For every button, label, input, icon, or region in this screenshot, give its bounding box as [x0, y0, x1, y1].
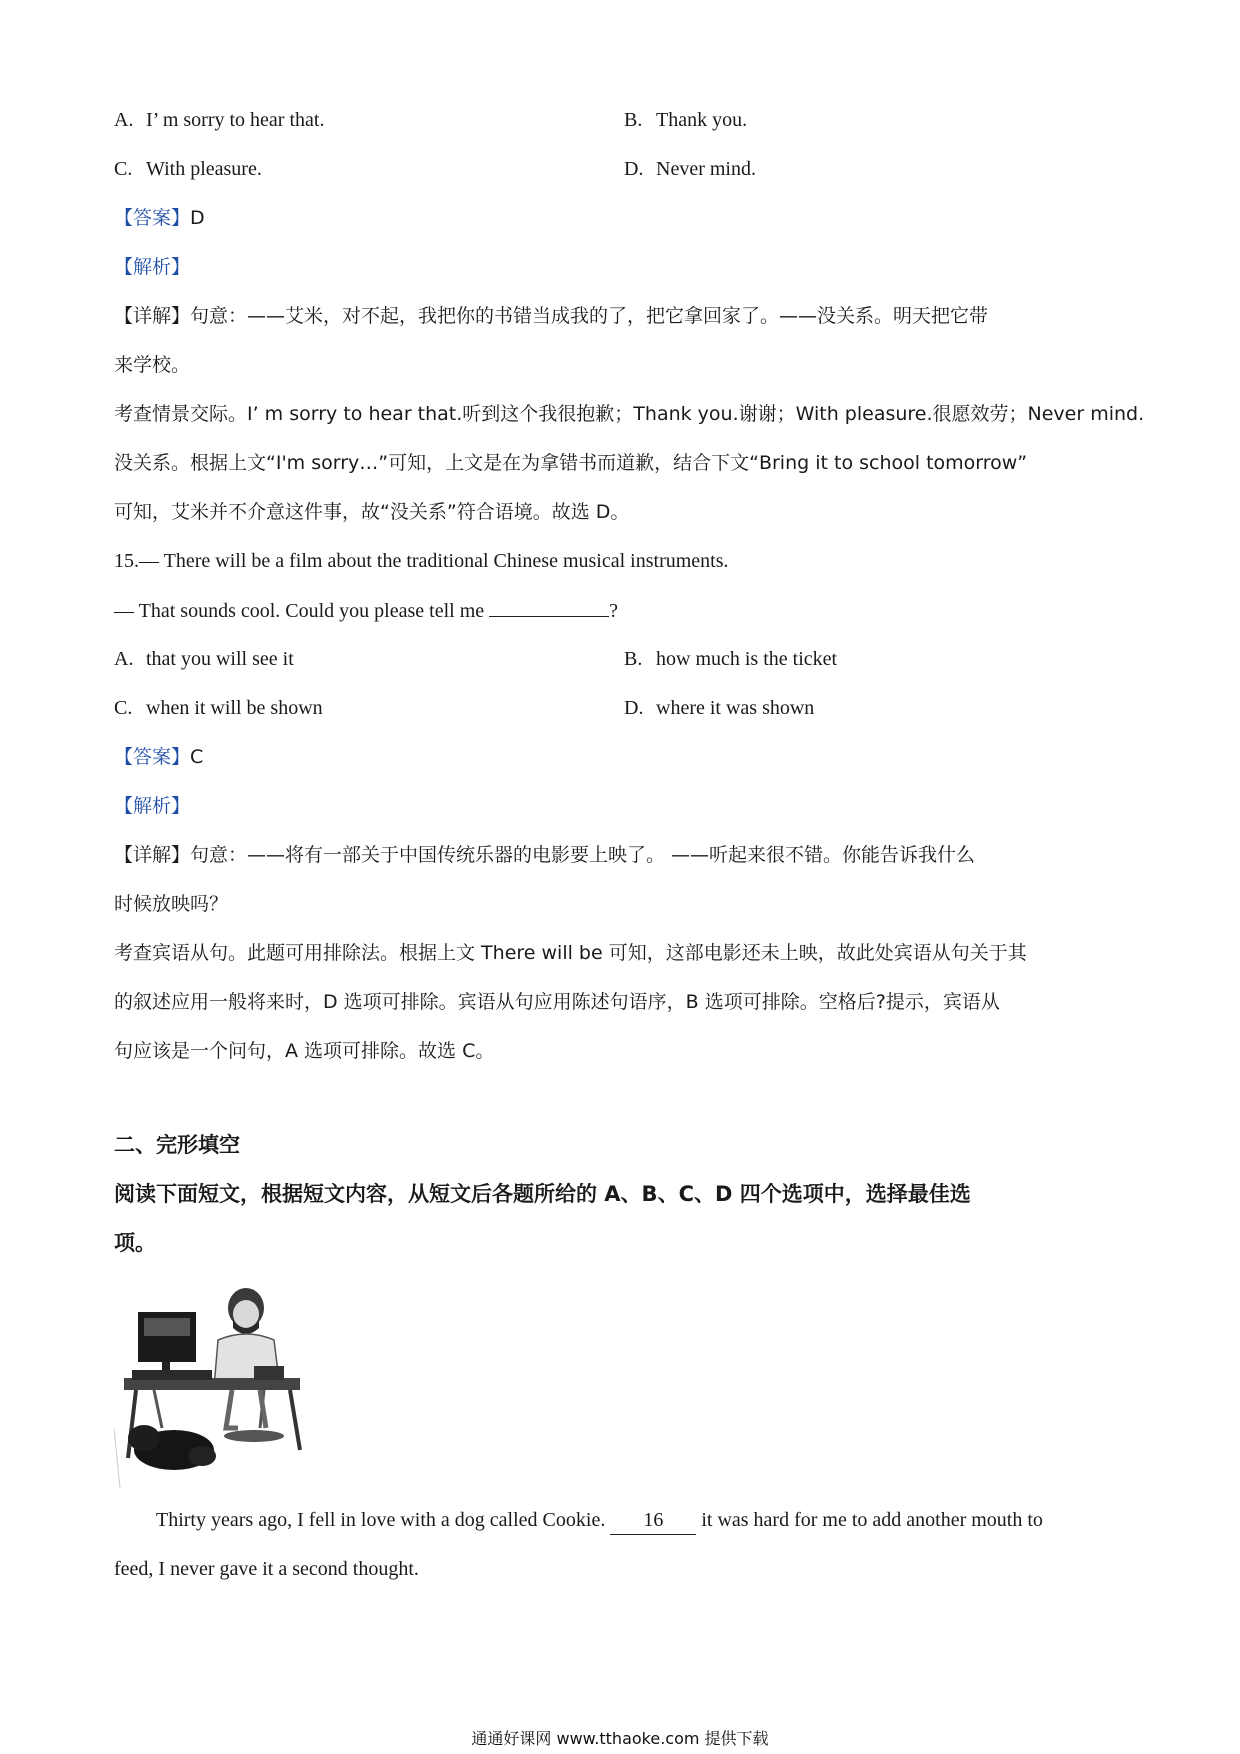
page-footer: 通通好课网 www.tthaoke.com 提供下载 — [471, 1729, 769, 1748]
q15-detail-line — [114, 841, 975, 869]
cloze-blank-16: 16 — [610, 1506, 696, 1535]
passage-line — [156, 1506, 1043, 1535]
detail-text: 句意：——将有一部关于中国传统乐器的电影要上映了。 ——听起来很不错。你能告诉我什么 — [190, 844, 976, 866]
q15-stem-line1: 15.— There will be a film about the traditional Chinese musical instruments. — [114, 550, 729, 572]
q14-analysis-tag: 【解析】 — [114, 256, 191, 278]
q14-detail-line: 考查情景交际。I’ m sorry to hear that.听到这个我很抱歉；Thank you.谢谢；With pleasure.很愿效劳；Never mind. — [114, 403, 1145, 425]
option-letter: B. — [624, 109, 643, 131]
option-letter: D. — [624, 158, 644, 180]
answer-value: D — [190, 207, 205, 229]
q15-detail-line: 考查宾语从句。此题可用排除法。根据上文 There will be 可知，这部电影还未上映，故此处宾语从句关于其 — [114, 942, 1027, 964]
option-text: Thank you. — [656, 109, 748, 131]
passage-text: Thirty years ago, I fell in love with a dog called Cookie. — [156, 1509, 611, 1531]
q14-option-d — [624, 155, 756, 183]
option-text: With pleasure. — [146, 158, 262, 180]
option-letter: A. — [114, 109, 134, 131]
option-letter: C. — [114, 697, 133, 719]
option-text: Never mind. — [656, 158, 756, 180]
answer-tag: 【答案】 — [114, 207, 191, 229]
q14-detail-line: 来学校。 — [114, 354, 191, 376]
answer-value: C — [190, 746, 204, 768]
answer-blank — [489, 596, 609, 617]
stem-text-after: ? — [609, 600, 619, 622]
section-heading: 二、完形填空 — [114, 1133, 240, 1157]
q14-detail-line: 没关系。根据上文“I'm sorry…”可知，上文是在为拿错书而道歉，结合下文“Bring it to school tomorrow” — [114, 452, 1028, 474]
q14-option-b — [624, 106, 747, 134]
q14-answer — [114, 204, 205, 232]
q15-option-d — [624, 694, 814, 722]
q15-detail-line: 的叙述应用一般将来时，D 选项可排除。宾语从句应用陈述句语序，B 选项可排除。空格后?提示，宾语从 — [114, 991, 1000, 1013]
option-text: how much is the ticket — [656, 648, 838, 670]
q14-option-a — [114, 106, 324, 134]
stem-text: — That sounds cool. Could you please tell me — [114, 600, 490, 622]
q14-detail-line — [114, 302, 988, 330]
passage-text: it was hard for me to add another mouth to — [696, 1509, 1043, 1531]
section-instruction-line: 项。 — [114, 1231, 156, 1255]
q15-option-a — [114, 645, 294, 673]
answer-tag: 【答案】 — [114, 746, 191, 768]
q15-analysis-tag: 【解析】 — [114, 795, 191, 817]
option-text: I’ m sorry to hear that. — [146, 109, 325, 131]
option-letter: D. — [624, 697, 644, 719]
detail-tag: 【详解】 — [114, 844, 191, 866]
q15-option-c — [114, 694, 323, 722]
q15-option-b — [624, 645, 837, 673]
option-letter: B. — [624, 648, 643, 670]
q15-detail-line: 句应该是一个问句，A 选项可排除。故选 C。 — [114, 1040, 495, 1062]
q14-detail-line: 可知，艾米并不介意这件事，故“没关系”符合语境。故选 D。 — [114, 501, 630, 523]
detail-text: 句意：——艾米，对不起，我把你的书错当成我的了，把它拿回家了。——没关系。明天把它带 — [190, 305, 989, 327]
detail-tag: 【详解】 — [114, 305, 191, 327]
q14-option-c — [114, 155, 262, 183]
q15-answer — [114, 743, 203, 771]
option-text: that you will see it — [146, 648, 294, 670]
passage-photo — [114, 1278, 306, 1488]
passage-line: feed, I never gave it a second thought. — [114, 1558, 419, 1580]
option-text: when it will be shown — [146, 697, 323, 719]
q15-detail-line: 时候放映吗？ — [114, 893, 229, 915]
option-letter: A. — [114, 648, 134, 670]
section-instruction-line: 阅读下面短文，根据短文内容，从短文后各题所给的 A、B、C、D 四个选项中，选择最佳选 — [114, 1182, 971, 1206]
option-letter: C. — [114, 158, 133, 180]
option-text: where it was shown — [656, 697, 815, 719]
q15-stem-line2 — [114, 596, 618, 625]
